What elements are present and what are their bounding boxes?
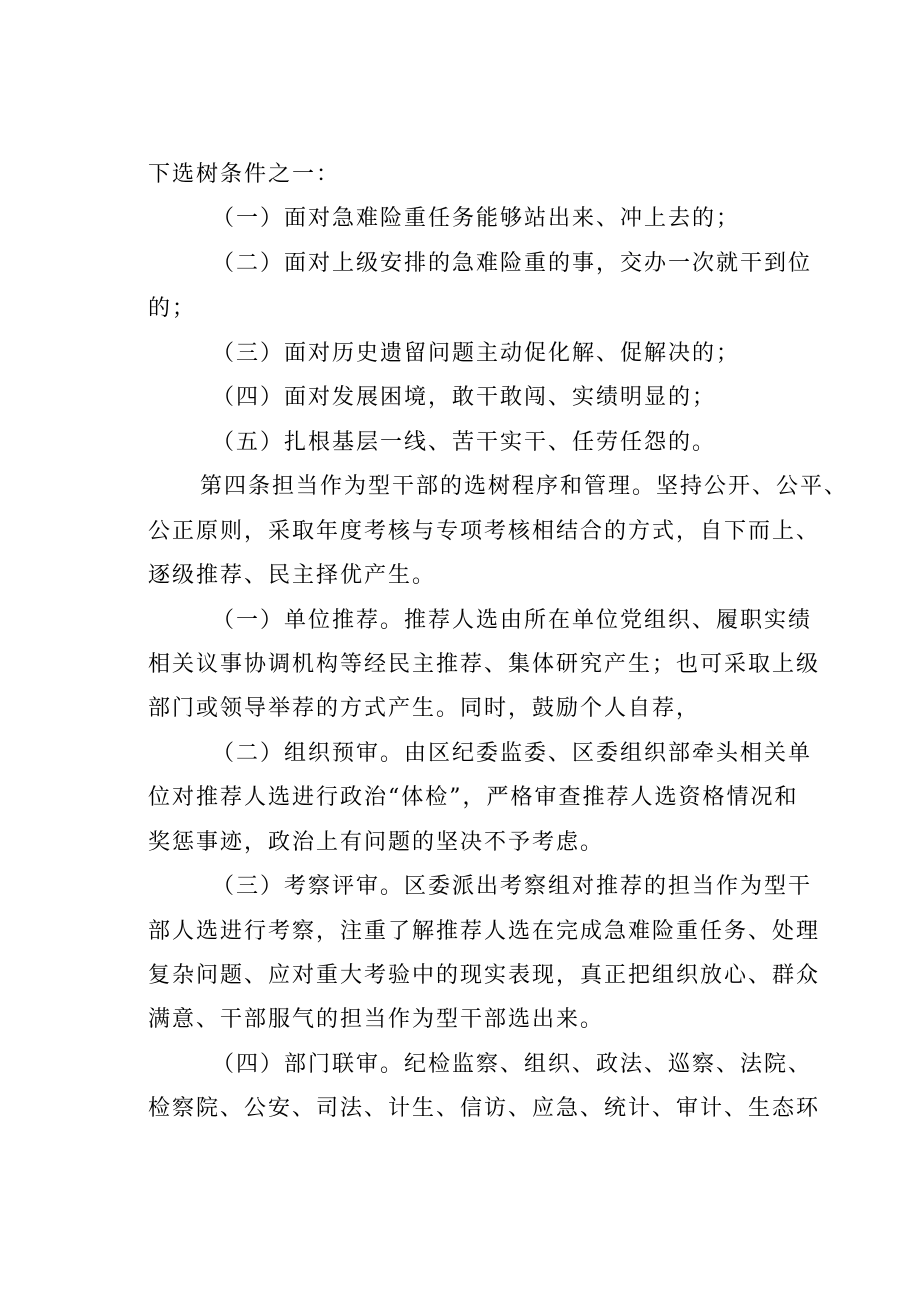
text-line-7: （五）扎根基层一线、苦干实干、任劳任怨的。 xyxy=(212,430,717,455)
text-line-10: 逐级推荐、民主择优产生。 xyxy=(148,563,437,588)
text-line-4: 的； xyxy=(148,296,197,321)
text-line-17: （三）考察评审。区委派出考察组对推荐的担当作为型干 xyxy=(212,874,813,899)
text-line-18: 部人选进行考察，注重了解推荐人选在完成急难险重任务、处理 xyxy=(148,919,821,944)
text-line-3: （二）面对上级安排的急难险重的事，交办一次就干到位 xyxy=(212,251,813,276)
text-line-5: （三）面对历史遗留问题主动促化解、促解决的； xyxy=(212,341,741,366)
text-line-8: 第四条担当作为型干部的选树程序和管理。坚持公开、公平、 xyxy=(200,474,849,499)
text-line-14: （二）组织预审。由区纪委监委、区委组织部牵头相关单 xyxy=(212,741,813,766)
text-line-2: （一）面对急难险重任务能够站出来、冲上去的； xyxy=(212,206,741,231)
text-line-6: （四）面对发展困境，敢干敢闯、实绩明显的； xyxy=(212,385,717,410)
text-line-19: 复杂问题、应对重大考验中的现实表现，真正把组织放心、群众 xyxy=(148,963,821,988)
text-line-21: （四）部门联审。纪检监察、组织、政法、巡察、法院、 xyxy=(212,1052,813,1077)
text-line-15: 位对推荐人选进行政治“体检”，严格审查推荐人选资格情况和 xyxy=(148,785,799,810)
text-line-11: （一）单位推荐。推荐人选由所在单位党组织、履职实绩 xyxy=(212,608,813,633)
text-line-12: 相关议事协调机构等经民主推荐、集体研究产生；也可采取上级 xyxy=(148,652,821,677)
text-line-13: 部门或领导举荐的方式产生。同时，鼓励个人自荐， xyxy=(148,696,701,721)
text-line-22: 检察院、公安、司法、计生、信访、应急、统计、审计、生态环 xyxy=(148,1096,821,1121)
text-line-16: 奖惩事迹，政治上有问题的坚决不予考虑。 xyxy=(148,830,605,855)
text-line-20: 满意、干部服气的担当作为型干部选出来。 xyxy=(148,1007,605,1032)
text-line-1: 下选树条件之一： xyxy=(148,162,341,187)
text-line-9: 公正原则，采取年度考核与专项考核相结合的方式，自下而上、 xyxy=(148,519,821,544)
